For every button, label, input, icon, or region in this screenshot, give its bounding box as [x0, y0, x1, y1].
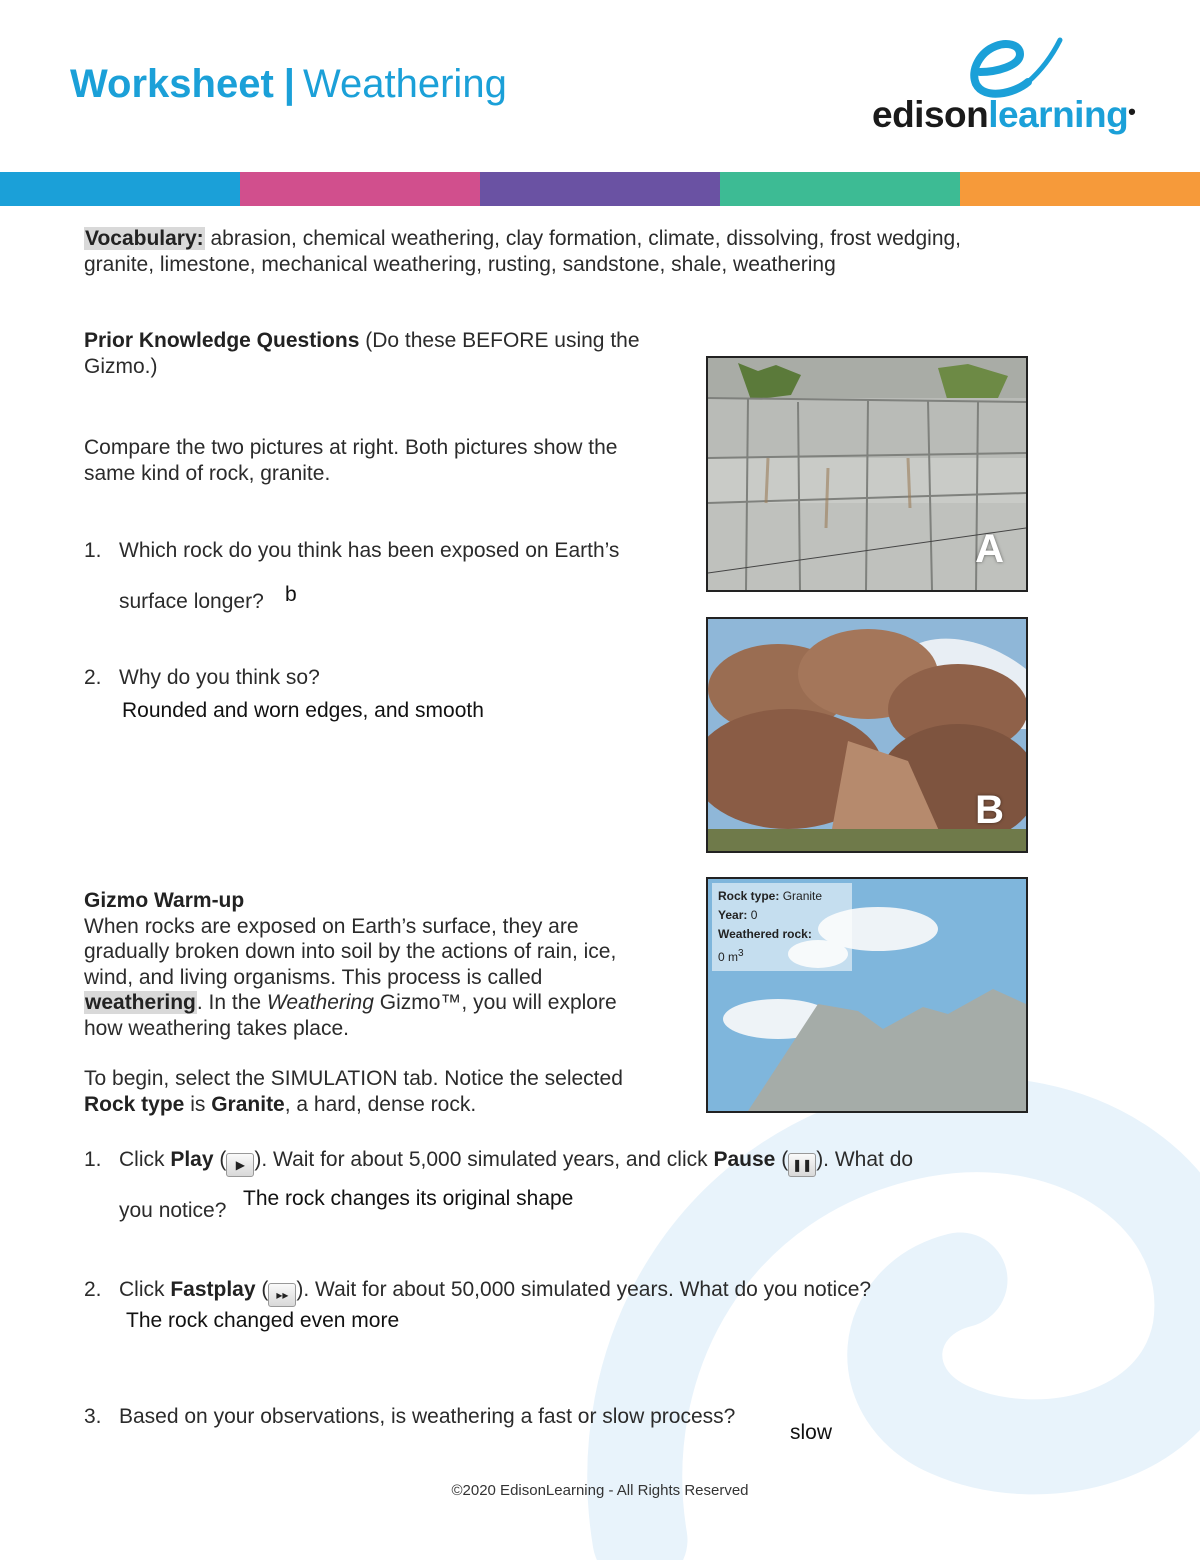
title-worksheet: Worksheet [70, 62, 274, 106]
prior-question-2 [84, 665, 694, 691]
title-separator: | [283, 62, 295, 106]
edison-e-logo-icon [962, 36, 1072, 102]
wq3-number: 3. [84, 1405, 102, 1428]
stripe-pink [240, 172, 480, 206]
wq1-line2: you notice? [119, 1199, 227, 1222]
weathered-unit-sup: 3 [738, 948, 744, 959]
warmup-heading: Gizmo Warm-up [84, 889, 245, 912]
gizmo-simulation-preview [706, 877, 1028, 1113]
wq1-play: Play [170, 1148, 214, 1171]
wq1-answer: The rock changes its original shape [243, 1187, 574, 1210]
vocabulary-section [84, 226, 1084, 277]
q1-line2: surface longer? [119, 590, 264, 613]
rock-type-term: Rock type [84, 1092, 185, 1116]
warmup-p1-after-gizmo: Gizmo™, you will explore [373, 991, 617, 1014]
weathering-term: weathering [85, 991, 196, 1014]
warmup-question-1: 1. Click Play ( ▶ ). Wait for about 5,000 simulated years, and click Pause ( ❚❚ ). What do [84, 1147, 1004, 1177]
q2-line1: Why do you think so? [119, 666, 320, 689]
wq2-end: ). Wait for about 50,000 simulated years. What do you notice? [296, 1278, 872, 1301]
warmup-p1-line2: gradually broken down into soil by the actions of rain, ice, [84, 940, 617, 963]
weathered-value: 0 m [718, 950, 739, 964]
q1-number: 1. [84, 539, 102, 562]
stripe-blue [0, 172, 240, 206]
warmup-p1-line5: how weathering takes place. [84, 1016, 349, 1040]
play-icon: ▶ [226, 1153, 254, 1177]
pause-icon: ❚❚ [788, 1153, 816, 1177]
wq3-answer: slow [790, 1421, 833, 1444]
wq1-end: ). What do [816, 1148, 914, 1171]
rock-type-value: Granite [782, 889, 823, 903]
prior-note2: Gizmo.) [84, 354, 158, 378]
wq1-number: 1. [84, 1148, 102, 1171]
logo-learning: learning [988, 94, 1129, 135]
wq2-number: 2. [84, 1278, 102, 1301]
photo-b-boulders [706, 617, 1028, 853]
wq1-click: Click [119, 1148, 171, 1171]
rock-type-key: Rock type: [718, 889, 780, 903]
warmup-p1-after-term: . In the [196, 991, 267, 1014]
warmup-p1-line1: When rocks are exposed on Earth’s surface, they are [84, 914, 579, 938]
q1-line1: Which rock do you think has been exposed on Earth’s [119, 539, 620, 562]
worksheet-title [70, 62, 507, 107]
prior-knowledge-heading [84, 328, 694, 379]
fastplay-icon: ▸▸ [268, 1283, 296, 1307]
compare-text [84, 435, 694, 486]
vocabulary-line1: abrasion, chemical weathering, clay formation, climate, dissolving, frost wedging, [210, 227, 962, 250]
warmup-p2-line1: To begin, select the SIMULATION tab. Notice the selected [84, 1067, 623, 1090]
prior-question-1 [84, 538, 694, 564]
wq3-text: Based on your observations, is weathering a fast or slow process? [119, 1405, 736, 1428]
warmup-question-2: 2. Click Fastplay ( ▸▸ ). Wait for about 50,000 simulated years. What do you notice? [84, 1277, 1004, 1307]
q2-number: 2. [84, 666, 102, 689]
logo-edison: edison [872, 94, 989, 135]
footer-copyright: ©2020 EdisonLearning - All Rights Reserved [451, 1482, 749, 1499]
wq1-mid: ). Wait for about 5,000 simulated years, and click [254, 1148, 714, 1171]
prior-note: (Do these BEFORE using the [365, 329, 640, 352]
wq2-click: Click [119, 1278, 171, 1301]
wq2-fastplay: Fastplay [170, 1278, 256, 1301]
stripe-green [720, 172, 960, 206]
weathering-gizmo-name: Weathering [266, 991, 374, 1014]
vocabulary-line2: granite, limestone, mechanical weathering, rusting, sandstone, shale, weathering [84, 252, 836, 276]
edisonlearning-logo [872, 94, 1135, 136]
photo-a-label: A [975, 527, 1004, 571]
weathered-key: Weathered rock: [718, 927, 812, 941]
wq1-pause: Pause [713, 1148, 776, 1171]
prior-heading: Prior Knowledge Questions [84, 329, 360, 352]
compare-line2: same kind of rock, granite. [84, 461, 331, 485]
warmup-p2-is: is [184, 1092, 212, 1116]
stripe-orange [960, 172, 1200, 206]
logo-dot: • [1128, 99, 1136, 124]
title-topic: Weathering [302, 62, 507, 106]
compare-line1: Compare the two pictures at right. Both pictures show the [84, 436, 618, 459]
warmup-question-3 [84, 1404, 1004, 1430]
year-value: 0 [750, 908, 758, 922]
warmup-p1-line3: wind, and living organisms. This process is called [84, 965, 543, 989]
simulation-readout [712, 883, 852, 971]
granite-term: Granite [211, 1092, 285, 1116]
photo-a-quarry [706, 356, 1028, 592]
warmup-p2-rest: , a hard, dense rock. [284, 1092, 477, 1116]
wq2-answer: The rock changed even more [126, 1309, 400, 1332]
q1-answer: b [285, 583, 297, 606]
color-stripes [0, 172, 1200, 206]
warmup-section [84, 888, 684, 1117]
photo-b-label: B [975, 788, 1004, 832]
stripe-purple [480, 172, 720, 206]
vocabulary-label: Vocabulary: [85, 227, 204, 250]
q2-answer: Rounded and worn edges, and smooth [122, 699, 484, 722]
year-key: Year: [718, 908, 748, 922]
